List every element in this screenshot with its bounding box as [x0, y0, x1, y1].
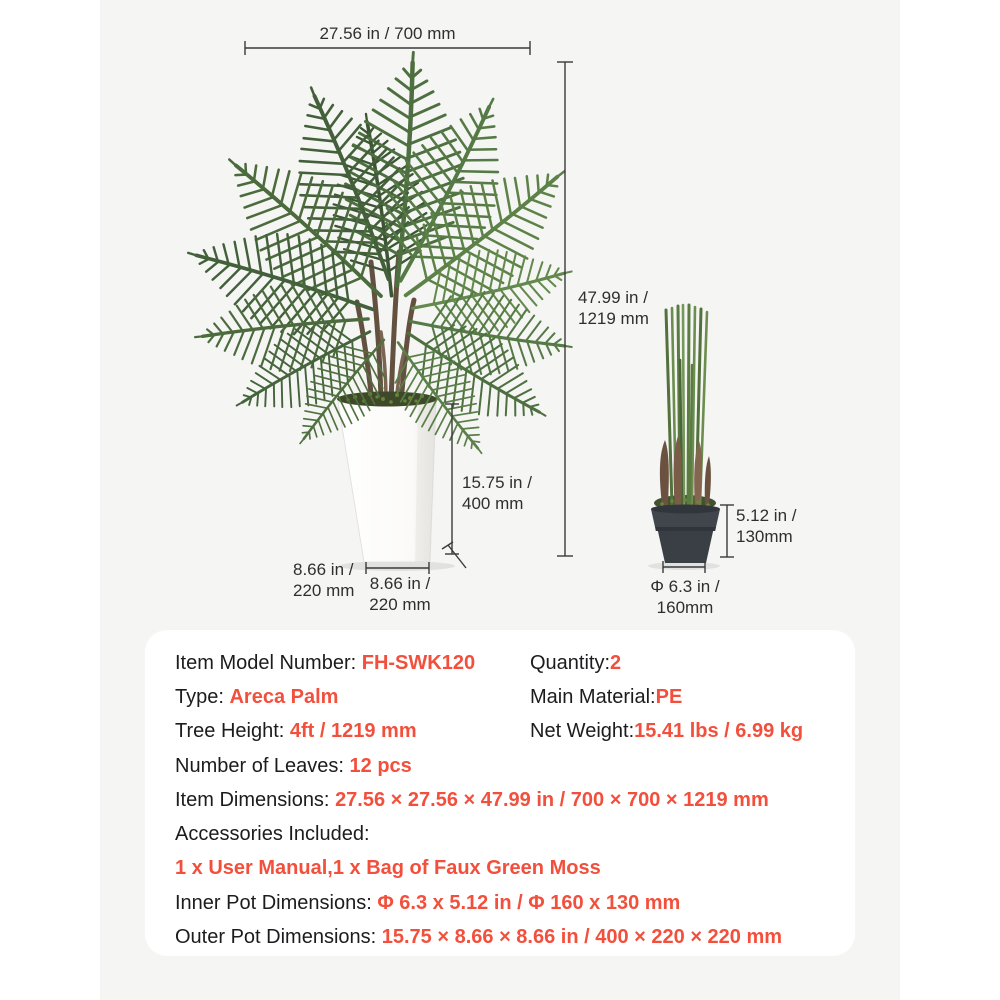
spec-value: 2: [610, 651, 622, 674]
spec-value: 27.56 × 27.56 × 47.99 in / 700 × 700 × 1219 mm: [335, 788, 769, 811]
spec-pair: [530, 680, 682, 714]
spec-pair: [175, 926, 782, 949]
outer-pot-height-line1: 15.75 in /: [462, 473, 532, 492]
spec-value: Areca Palm: [229, 685, 339, 708]
inner-pot-height-line2: 130mm: [736, 527, 793, 546]
spec-row-type-material: [175, 680, 825, 714]
inner-pot-diameter-line1: Φ 6.3 in /: [650, 577, 720, 596]
outer-pot-depth-line1: 8.66 in /: [293, 560, 354, 579]
inner-pot-photo: [648, 305, 720, 570]
spec-pair: [530, 646, 621, 680]
canopy-width-text: 27.56 in / 700 mm: [319, 24, 456, 43]
large-plant-photo: [174, 48, 595, 571]
spec-value: 4ft / 1219 mm: [289, 720, 417, 743]
inner-pot-diameter-label: [645, 576, 725, 618]
overall-height-line2: 1219 mm: [578, 309, 649, 328]
spec-label: Item Dimensions:: [175, 788, 336, 811]
canopy-width-label: [245, 23, 530, 44]
outer-pot-height-line2: 400 mm: [462, 494, 524, 513]
spec-value: 1 x User Manual,1 x Bag of Faux Green Moss: [175, 857, 601, 880]
spec-pair: [175, 755, 412, 778]
spec-label: Inner Pot Dimensions:: [175, 891, 378, 914]
spec-pair: [175, 686, 338, 709]
inner-pot-height-label: [736, 505, 797, 547]
spec-row-inner-pot: [175, 886, 825, 920]
overall-height-line1: 47.99 in /: [578, 288, 648, 307]
spec-pair: [175, 823, 370, 846]
outer-pot-width-line1: 8.66 in /: [369, 574, 431, 593]
spec-row-height-weight: [175, 715, 825, 749]
spec-pair: [175, 720, 417, 743]
spec-label: Main Material:: [530, 685, 656, 708]
spec-row-item-dimensions: [175, 783, 825, 817]
spec-label: Tree Height:: [175, 720, 290, 743]
spec-pair: [175, 857, 601, 880]
outer-pot-height-label: [462, 472, 532, 514]
outer-pot-width-line2: 220 mm: [369, 595, 431, 614]
spec-label: Quantity:: [530, 651, 611, 674]
overall-height-label: [578, 287, 649, 329]
spec-value: 15.75 × 8.66 × 8.66 in / 400 × 220 × 220 mm: [381, 926, 783, 949]
spec-row-accessories-list: [175, 852, 825, 886]
spec-value: FH-SWK120: [361, 651, 476, 674]
spec-row-outer-pot: [175, 920, 825, 954]
spec-panel: [145, 630, 855, 956]
spec-pair: [175, 652, 475, 675]
overall-height-dimension-line: [557, 62, 573, 556]
inner-pot-height-dimension-line: [720, 505, 734, 557]
spec-pair: [175, 892, 680, 915]
photo-stage: [100, 0, 900, 1000]
outer-pot-depth-line2: 220 mm: [293, 581, 355, 600]
spec-value: Φ 6.3 x 5.12 in / Φ 160 x 130 mm: [377, 891, 681, 914]
outer-pot-depth-label: [293, 559, 354, 601]
spec-row-leaves: [175, 749, 825, 783]
spec-label: Net Weight:: [530, 720, 635, 743]
outer-pot-width-label: [355, 573, 445, 615]
spec-label: Number of Leaves:: [175, 754, 350, 777]
spec-value: 15.41 lbs / 6.99 kg: [634, 720, 804, 743]
spec-value: 12 pcs: [349, 754, 412, 777]
inner-pot-height-line1: 5.12 in /: [736, 506, 797, 525]
spec-row-model-quantity: [175, 646, 825, 680]
spec-label: Type:: [175, 685, 230, 708]
spec-label: Outer Pot Dimensions:: [175, 926, 382, 949]
spec-row-accessories-heading: [175, 817, 825, 851]
spec-pair: [175, 789, 769, 812]
spec-value: PE: [655, 685, 683, 708]
spec-label: Item Model Number:: [175, 651, 362, 674]
inner-pot-diameter-line2: 160mm: [656, 598, 714, 617]
spec-pair: [530, 715, 803, 749]
spec-label: Accessories Included:: [175, 823, 370, 846]
